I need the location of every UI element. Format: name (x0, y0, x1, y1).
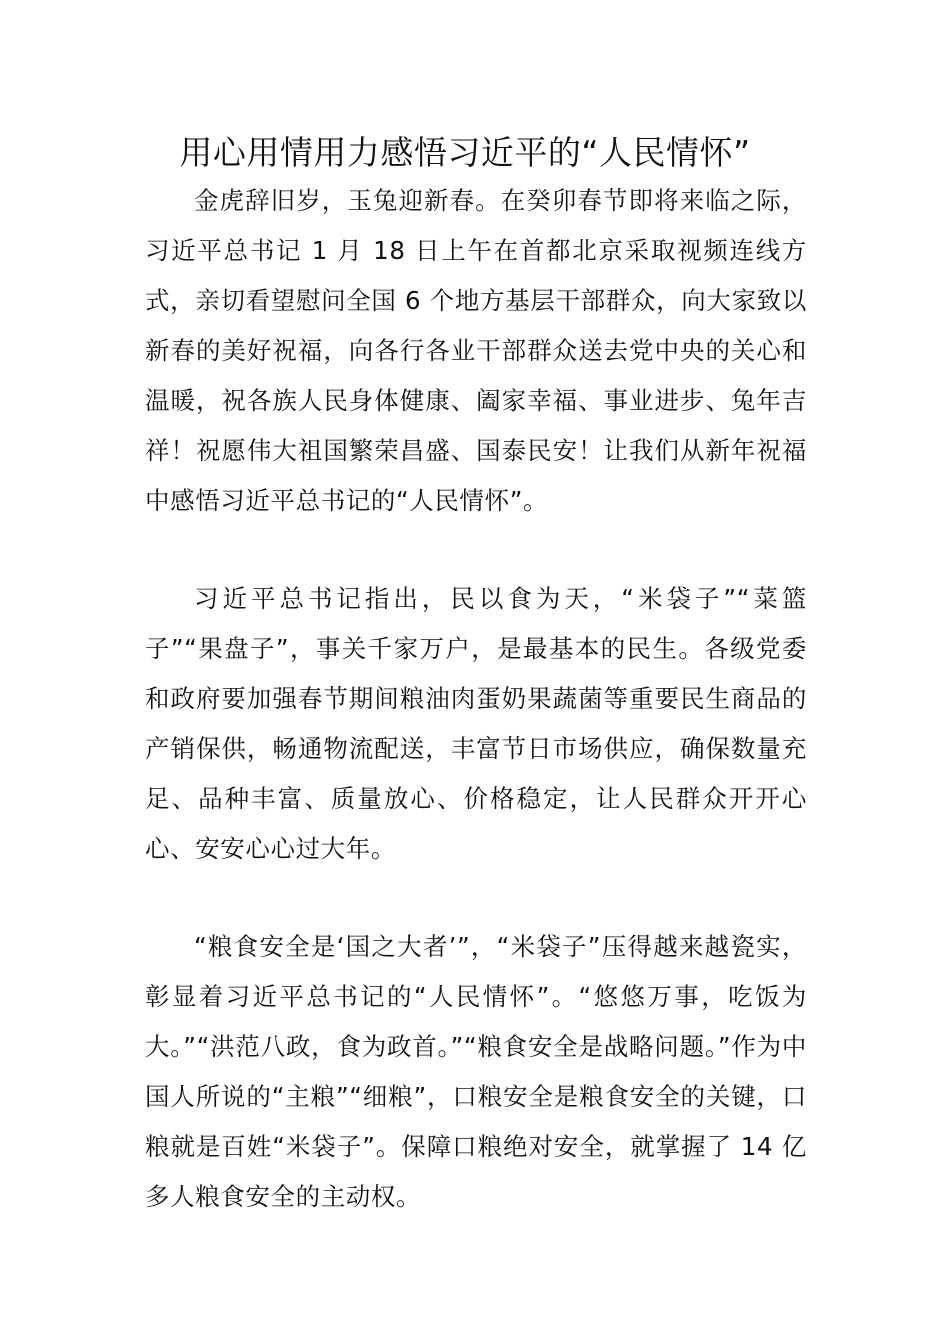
paragraph-3: “粮食安全是‘国之大者’”，“米袋子”压得越来越瓷实，彰显着习近平总书记的“人民情怀”。“悠悠万事，吃饭为大。”“洪范八政，食为政首。”“粮食安全是战略问题。”作为中国人所说的“主粮”“细粮”，口粮安全是粮食安全的关键，口粮就是百姓“米袋子”。保障口粮绝对安全，就掌握了 14 亿多人粮食安全的主动权。 (145, 932, 807, 1211)
document-title: 用心用情用力感悟习近平的“人民情怀” (179, 133, 751, 172)
paragraph-1: 金虎辞旧岁，玉兔迎新春。在癸卯春节即将来临之际，习近平总书记 1 月 18 日上午在首都北京采取视频连线方式，亲切看望慰问全国 6 个地方基层干部群众，向大家致以新春的美好祝福，向各行各业干部群众送去党中央的关心和温暖，祝各族人民身体健康、阖家幸福、事业进步、兔年吉祥！祝愿伟大祖国繁荣昌盛、国泰民安！让我们从新年祝福中感悟习近平总书记的“人民情怀”。 (145, 186, 807, 515)
paragraph-2: 习近平总书记指出，民以食为天，“米袋子”“菜篮子”“果盘子”，事关千家万户，是最基本的民生。各级党委和政府要加强春节期间粮油肉蛋奶果蔬菌等重要民生商品的产销保供，畅通物流配送，丰富节日市场供应，确保数量充足、品种丰富、质量放心、价格稳定，让人民群众开开心心、安安心心过大年。 (145, 584, 807, 863)
